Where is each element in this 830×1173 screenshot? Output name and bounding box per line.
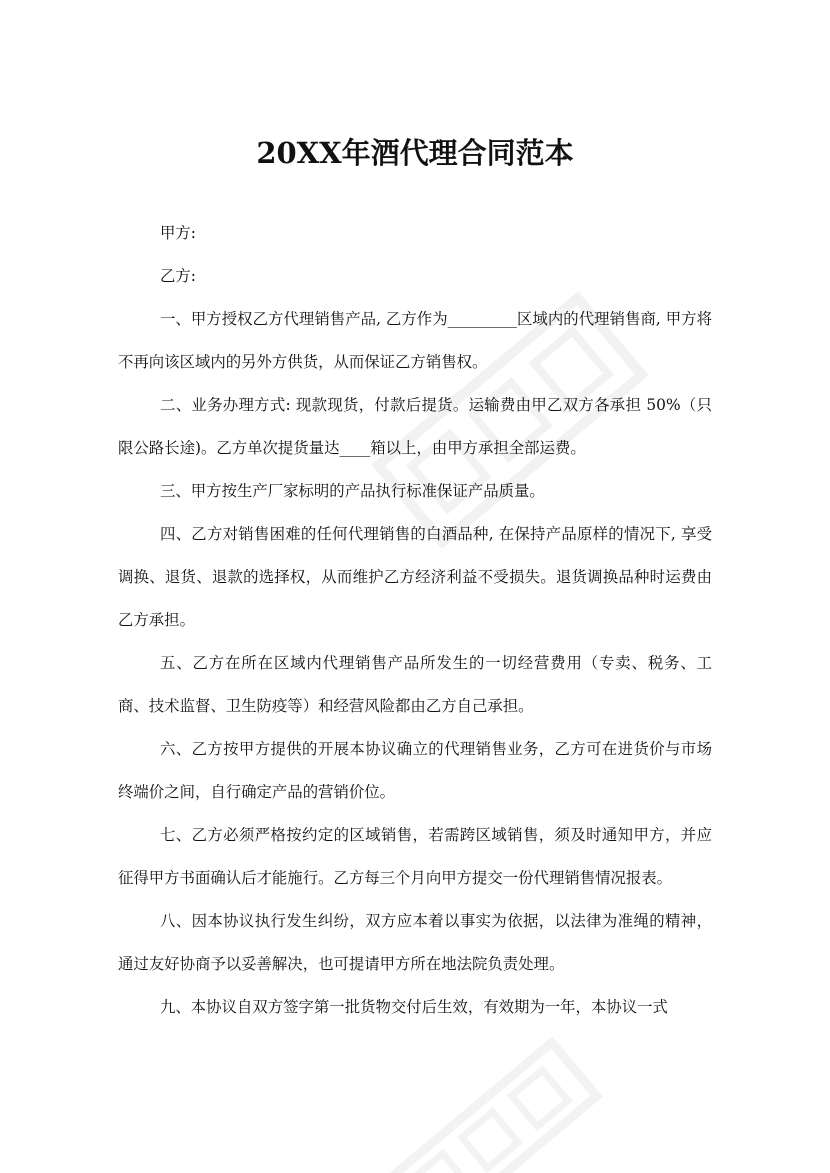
clause-2: 二、业务办理方式: 现款现货，付款后提货。运输费由甲乙双方各承担 50%（只限公路长途)。乙方单次提货量达____箱以上，由甲方承担全部运费。 bbox=[118, 396, 712, 457]
clause-7: 七、乙方必须严格按约定的区域销售，若需跨区域销售，须及时通知甲方，并应征得甲方书面确认后才能施行。乙方每三个月向甲方提交一份代理销售情况报表。 bbox=[118, 826, 712, 887]
party-b-line: 乙方: bbox=[160, 267, 196, 285]
party-a-line: 甲方: bbox=[160, 224, 196, 242]
document-body bbox=[118, 212, 712, 1029]
clause-4: 四、乙方对销售困难的任何代理销售的白酒品种, 在保持产品原样的情况下, 享受调换、退货、退款的选择权，从而维护乙方经济利益不受损失。退货调换品种时运费由乙方承担。 bbox=[118, 525, 712, 629]
document-title: 20XX年酒代理合同范本 bbox=[256, 136, 574, 171]
watermark-bottom-icon bbox=[352, 1010, 628, 1173]
clause-5: 五、乙方在所在区域内代理销售产品所发生的一切经营费用（专卖、税务、工商、技术监督、卫生防疫等）和经营风险都由乙方自己承担。 bbox=[118, 654, 712, 715]
clause-9: 九、本协议自双方签字第一批货物交付后生效，有效期为一年，本协议一式 bbox=[160, 998, 668, 1016]
clause-3: 三、甲方按生产厂家标明的产品执行标准保证产品质量。 bbox=[160, 482, 545, 500]
clause-6: 六、乙方按甲方提供的开展本协议确立的代理销售业务，乙方可在进货价与市场终端价之间，自行确定产品的营销价位。 bbox=[118, 740, 712, 801]
clause-1: 一、甲方授权乙方代理销售产品, 乙方作为_________区域内的代理销售商, 甲方将不再向该区域内的另外方供货，从而保证乙方销售权。 bbox=[118, 310, 712, 371]
clause-8: 八、因本协议执行发生纠纷，双方应本着以事实为依据，以法律为准绳的精神，通过友好协商予以妥善解决，也可提请甲方所在地法院负责处理。 bbox=[118, 912, 712, 973]
